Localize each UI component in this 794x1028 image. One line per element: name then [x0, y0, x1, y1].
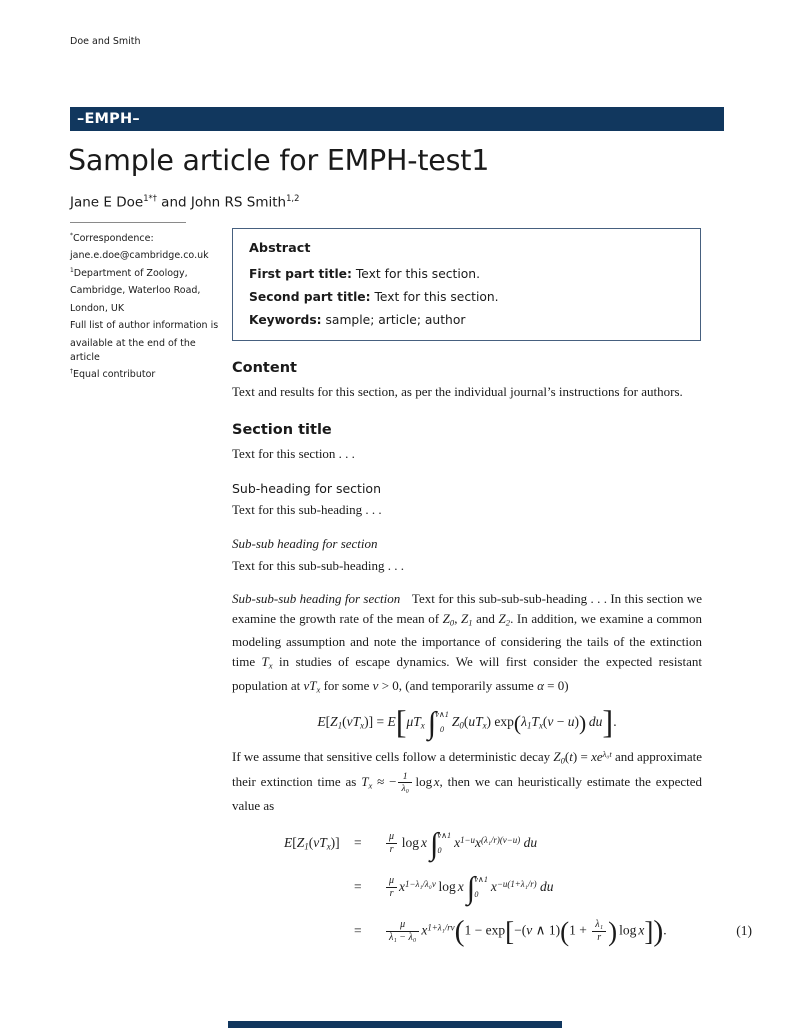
paragraph-subsubsub: Sub-sub-sub heading for section Text for this sub-sub-sub-heading . . . In this section we examine the growth rate of the mean of Z0, Z1 and Z2. In addition, we examine a common modeling assumption and note the importance of considering the tails of the extinction time Tx in studies of escape dynamics. We will first consider the expected resistant population at vTx for some v > 0, (and temporarily assume α = 0) — [232, 591, 703, 695]
main-column — [232, 360, 752, 953]
article-title: Sample article for EMPH-test1 — [68, 144, 490, 177]
abstract-heading: Abstract — [249, 241, 311, 256]
author-1: Jane E Doe — [70, 194, 144, 211]
abstract-item-label: Keywords: — [249, 313, 322, 327]
correspondence-block — [70, 222, 226, 383]
abstract-item-label: First part title: — [249, 267, 352, 281]
sidebar-line: Full list of author information is — [70, 320, 219, 332]
abstract-item-keywords — [249, 313, 684, 327]
abstract-item-second-part — [249, 290, 684, 304]
subheading-for-section: Sub-heading for section — [232, 481, 381, 496]
author-2: John RS Smith — [190, 194, 287, 211]
sidebar-line: available at the end of the article — [70, 337, 196, 364]
display-equation-1 — [232, 821, 752, 953]
paragraph-content: Text and results for this section, as per the individual journal’s instructions for authors. — [232, 384, 683, 399]
paragraph-subheading: Text for this sub-heading . . . — [232, 502, 382, 517]
sidebar-line: London, UK — [70, 302, 125, 314]
section-heading-section-title: Section title — [232, 421, 332, 438]
author-2-affiliation-sup: 1,2 — [286, 193, 300, 203]
equation-row-1: E[Z1(vTx)] = $\frac{\mu}{r}$ log x ∫ v∧1 0 $x^{1-u}x^{(\lambda_1/r)(v-u)}$ du — [284, 825, 538, 861]
abstract-item-text: sample; article; author — [321, 313, 466, 327]
abstract-item-text: Text for this section. — [351, 267, 480, 281]
paragraph-section: Text for this section . . . — [232, 445, 355, 461]
emph-banner — [70, 107, 724, 131]
abstract-item-text: Text for this section. — [370, 290, 499, 304]
authors-separator: and — [156, 194, 191, 211]
subsub-heading-for-section: Sub-sub heading for section — [232, 535, 378, 551]
section-heading-content: Content — [232, 360, 297, 376]
emph-banner-label: –EMPH– — [77, 111, 140, 127]
paragraph-estimate: If we assume that sensitive cells follow a deterministic decay $Z0(t) = xe^{\lambda_0t}$ and approximate their extinction time as Tx ≈ − $\frac{1}{\text{λ₀}}$ log x, then we can heuristically estimate the expected value as — [232, 749, 702, 813]
sidebar-line-email: jane.e.doe@cambridge.co.uk — [70, 250, 209, 262]
equation-row-2: = $\frac{\mu}{r}$ $x^{1-\lambda_1/\lambda_0v}$ log x ∫ v∧1 0 $x^{-u(1+\lambda_1/r)}$ du — [354, 869, 554, 905]
abstract-item-first-part — [249, 267, 684, 281]
sidebar-line: $^1$Department of Zoology, — [70, 267, 188, 280]
sidebar-line: †Equal contributor — [70, 369, 156, 381]
display-equation-unnumbered: E[Z1(vTx)] = E[μTx ∫ v∧1 0 Z0(uTx) exp(λ1Tx(v − u)) du]. — [317, 704, 617, 741]
sidebar-line: *Correspondence: — [70, 233, 154, 245]
authors-line — [70, 193, 299, 211]
paragraph-subsubheading: Text for this sub-sub-heading . . . — [232, 557, 405, 573]
abstract-box — [232, 228, 701, 341]
author-1-affiliation-sup: 1*† — [143, 193, 157, 203]
equation-row-3: = $\frac{\mu}{\text{λ₁ − λ₀}}$ $x^{1+\lambda_1/rv}(1 - \exp[-(v$ ∧ 1)(1 + $\frac{\text{λ₁}}{r}$ ) log x]). (1) — [354, 915, 752, 948]
running-head: Doe and Smith — [70, 36, 141, 47]
abstract-item-label: Second part title: — [249, 290, 371, 304]
equation-number: (1) — [736, 923, 752, 939]
sidebar-line: Cambridge, Waterloo Road, — [70, 285, 201, 297]
sidebar-rule — [70, 222, 186, 223]
footer-bar — [228, 1021, 562, 1028]
